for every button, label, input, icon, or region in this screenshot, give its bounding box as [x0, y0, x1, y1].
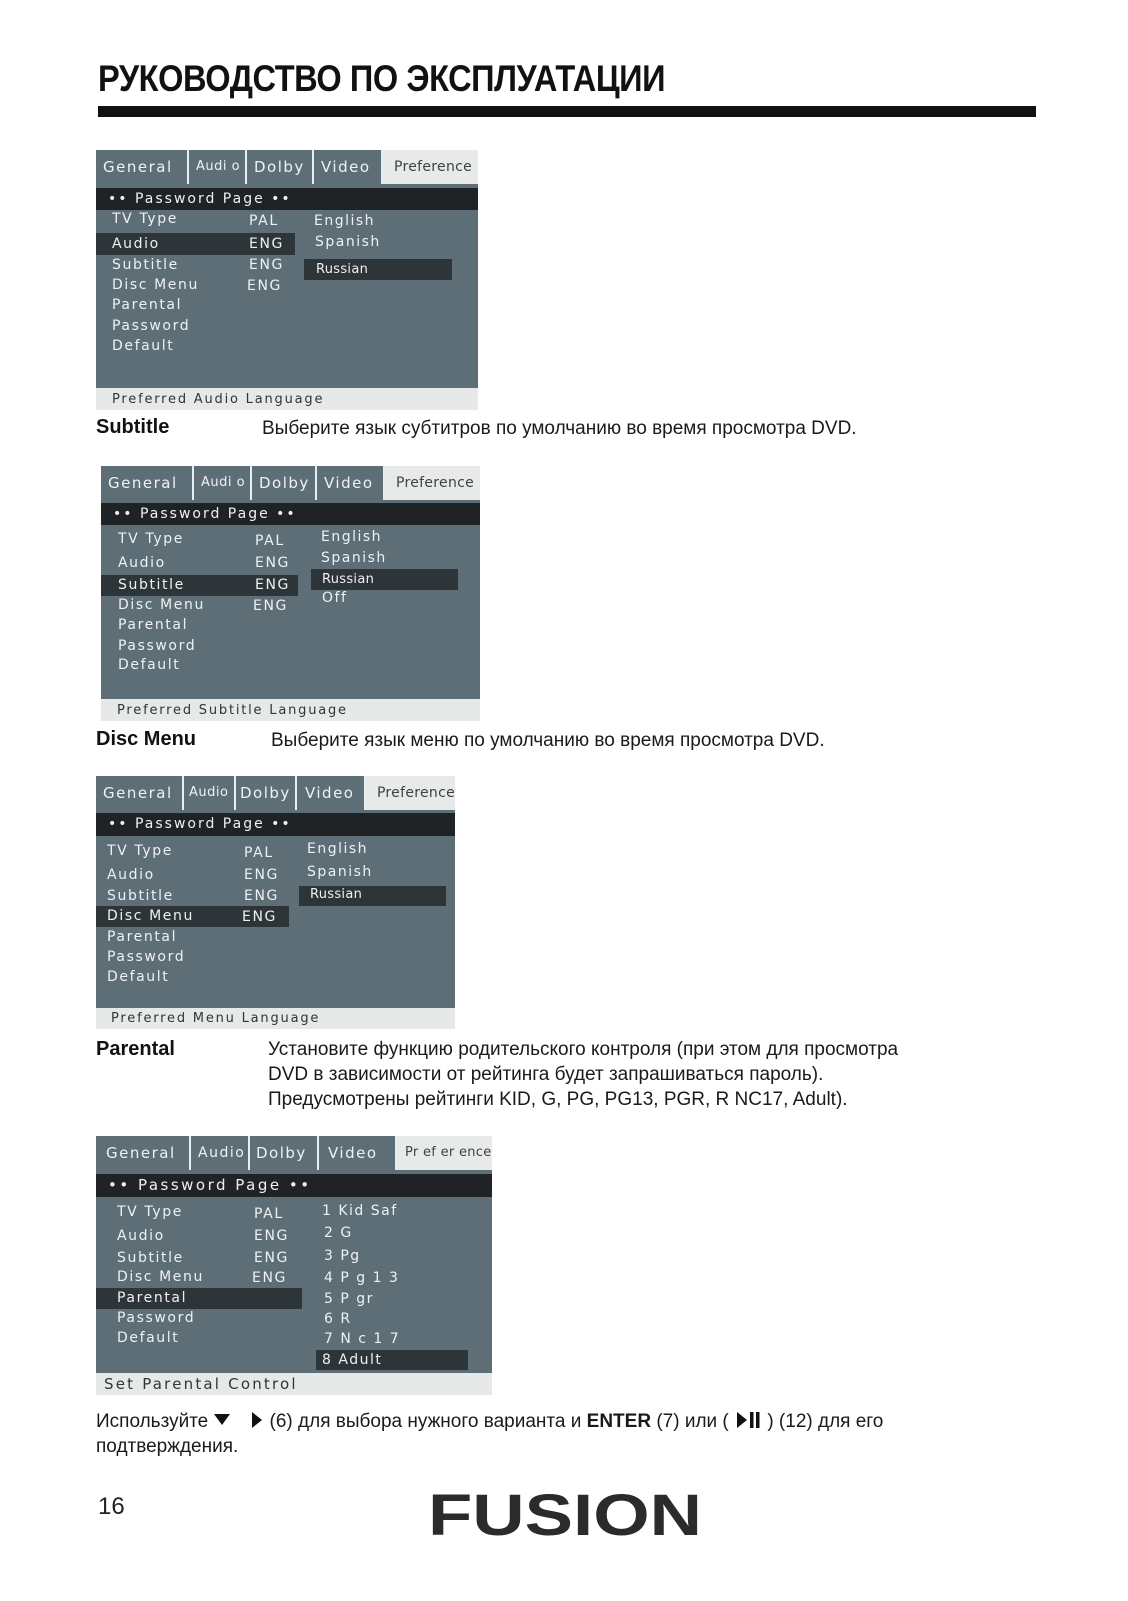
option-english: English	[314, 213, 376, 229]
option-rating-5: 5 P gr	[324, 1291, 374, 1307]
tab-preference: Preference	[366, 776, 455, 810]
menu-item-disc-menu: Disc Menu	[107, 908, 194, 924]
instruction-line-1	[96, 1409, 1056, 1434]
menu-screenshot-subtitle	[101, 466, 480, 721]
value-audio: ENG	[249, 236, 284, 252]
menu-item-tv-type: TV Type	[117, 1204, 183, 1220]
menu-item-password: Password	[112, 318, 191, 334]
option-spanish: Spanish	[307, 864, 373, 880]
value-subtitle: ENG	[255, 577, 290, 593]
tab-preference: Pr ef er ence	[397, 1136, 492, 1170]
menu-item-disc-menu: Disc Menu	[117, 1269, 204, 1285]
tab-video: Video	[317, 466, 385, 500]
option-rating-3: 3 Pg	[324, 1248, 361, 1264]
option-rating-1: 1 Kid Saf	[322, 1203, 398, 1219]
tab-preference: Preference	[385, 466, 480, 500]
instruction-part-4: ) (12) для его	[767, 1411, 884, 1432]
menu-item-audio: Audio	[117, 1228, 165, 1244]
menu-tab-bar	[96, 150, 478, 184]
option-rating-7: 7 N c 1 7	[324, 1331, 401, 1347]
tab-audio: Audi o	[194, 466, 252, 500]
option-rating-2: 2 G	[324, 1225, 353, 1241]
tab-general: General	[96, 1136, 191, 1170]
tab-dolby: Dolby	[236, 776, 297, 810]
menu-item-parental: Parental	[118, 617, 189, 633]
menu-tab-bar	[96, 1136, 492, 1170]
password-page-bar: •• Password Page ••	[96, 188, 478, 210]
option-russian: Russian	[310, 887, 363, 902]
menu-item-password: Password	[118, 638, 197, 654]
value-audio: ENG	[244, 867, 279, 883]
page-number: 16	[98, 1493, 125, 1520]
menu-footer-hint: Preferred Audio Language	[96, 388, 478, 410]
value-tv-type: PAL	[249, 213, 279, 229]
instruction-line-2: подтверждения.	[96, 1436, 239, 1457]
tab-general: General	[101, 466, 194, 500]
menu-screenshot-audio	[96, 150, 478, 410]
option-rating-6: 6 R	[324, 1311, 352, 1327]
instruction-part-1: Используйте	[96, 1411, 209, 1432]
option-spanish: Spanish	[321, 550, 387, 566]
menu-item-audio: Audio	[107, 867, 155, 883]
tab-video: Video	[314, 150, 383, 184]
value-subtitle: ENG	[244, 888, 279, 904]
menu-item-audio: Audio	[112, 236, 160, 252]
menu-footer-hint: Preferred Menu Language	[96, 1008, 455, 1029]
option-english: English	[307, 841, 369, 857]
tab-audio: Audio	[191, 1136, 250, 1170]
play-pause-icon	[736, 1411, 760, 1429]
menu-item-default: Default	[117, 1330, 180, 1346]
menu-item-subtitle: Subtitle	[117, 1250, 184, 1266]
tab-video: Video	[319, 1136, 397, 1170]
option-rating-8: 8 Adult	[322, 1352, 383, 1368]
tab-general: General	[96, 150, 189, 184]
menu-item-parental: Parental	[117, 1290, 188, 1306]
tab-video: Video	[297, 776, 366, 810]
menu-item-tv-type: TV Type	[112, 211, 178, 227]
instruction-text	[96, 1409, 1056, 1459]
tab-audio: Audio	[184, 776, 236, 810]
arrow-down-icon	[214, 1414, 230, 1425]
menu-item-subtitle: Subtitle	[107, 888, 174, 904]
description-parental-line-3: Предусмотрены рейтинги KID, G, PG, PG13, PGR, R NC17, Adult).	[268, 1089, 848, 1110]
menu-item-default: Default	[107, 969, 170, 985]
tab-dolby: Dolby	[250, 1136, 319, 1170]
value-disc-menu: ENG	[252, 1270, 287, 1286]
description-parental	[268, 1037, 898, 1112]
menu-item-password: Password	[107, 949, 186, 965]
password-page-bar: •• Password Page ••	[96, 1174, 492, 1197]
menu-tab-bar	[101, 466, 480, 500]
option-spanish: Spanish	[315, 234, 381, 250]
password-page-bar: •• Password Page ••	[96, 813, 455, 836]
arrow-right-icon	[252, 1412, 262, 1428]
tab-dolby: Dolby	[247, 150, 314, 184]
menu-item-default: Default	[112, 338, 175, 354]
option-off: Off	[322, 590, 348, 606]
menu-item-default: Default	[118, 657, 181, 673]
value-disc-menu: ENG	[247, 278, 282, 294]
instruction-part-2: (6) для выбора нужного варианта и	[269, 1411, 582, 1432]
term-disc-menu: Disc Menu	[96, 728, 197, 750]
menu-item-audio: Audio	[118, 555, 166, 571]
menu-footer-hint: Set Parental Control	[96, 1373, 492, 1395]
menu-item-password: Password	[117, 1310, 196, 1326]
option-russian: Russian	[316, 262, 369, 277]
value-audio: ENG	[255, 555, 290, 571]
enter-key-label: ENTER	[586, 1411, 652, 1432]
value-subtitle: ENG	[254, 1250, 289, 1266]
instruction-part-3: (7) или (	[656, 1411, 729, 1432]
menu-screenshot-parental	[96, 1136, 492, 1395]
value-disc-menu: ENG	[242, 909, 277, 925]
description-disc-menu: Выберите язык меню по умолчанию во время просмотра DVD.	[271, 730, 825, 751]
option-rating-4: 4 P g 1 3	[324, 1270, 400, 1286]
value-audio: ENG	[254, 1228, 289, 1244]
value-tv-type: PAL	[255, 533, 285, 549]
value-tv-type: PAL	[254, 1206, 284, 1222]
title-divider	[98, 106, 1036, 117]
menu-item-tv-type: TV Type	[118, 531, 184, 547]
term-subtitle: Subtitle	[96, 416, 170, 438]
menu-item-parental: Parental	[107, 929, 178, 945]
description-parental-line-2: DVD в зависимости от рейтинга будет запрашиваться пароль).	[268, 1064, 824, 1085]
password-page-bar: •• Password Page ••	[101, 503, 480, 525]
description-subtitle: Выберите язык субтитров по умолчанию во время просмотра DVD.	[262, 418, 857, 439]
page-title: РУКОВОДСТВО ПО ЭКСПЛУАТАЦИИ	[98, 58, 666, 99]
menu-item-subtitle: Subtitle	[112, 257, 179, 273]
menu-item-tv-type: TV Type	[107, 843, 173, 859]
term-parental: Parental	[96, 1038, 175, 1060]
tab-dolby: Dolby	[252, 466, 317, 500]
tab-preference: Preference	[383, 150, 478, 184]
value-subtitle: ENG	[249, 257, 284, 273]
menu-item-subtitle: Subtitle	[118, 577, 185, 593]
menu-screenshot-disc-menu	[96, 776, 455, 1029]
menu-item-disc-menu: Disc Menu	[118, 597, 205, 613]
description-parental-line-1: Установите функцию родительского контроля (при этом для просмотра	[268, 1039, 899, 1060]
menu-item-parental: Parental	[112, 297, 183, 313]
tab-audio: Audi o	[189, 150, 247, 184]
menu-tab-bar	[96, 776, 455, 810]
menu-item-disc-menu: Disc Menu	[112, 277, 199, 293]
tab-general: General	[96, 776, 184, 810]
fusion-logo	[428, 1482, 704, 1544]
option-english: English	[321, 529, 383, 545]
fusion-logo-text: FUSION	[428, 1483, 702, 1544]
value-disc-menu: ENG	[253, 598, 288, 614]
option-russian: Russian	[322, 572, 375, 587]
menu-footer-hint: Preferred Subtitle Language	[101, 699, 480, 721]
value-tv-type: PAL	[244, 845, 274, 861]
